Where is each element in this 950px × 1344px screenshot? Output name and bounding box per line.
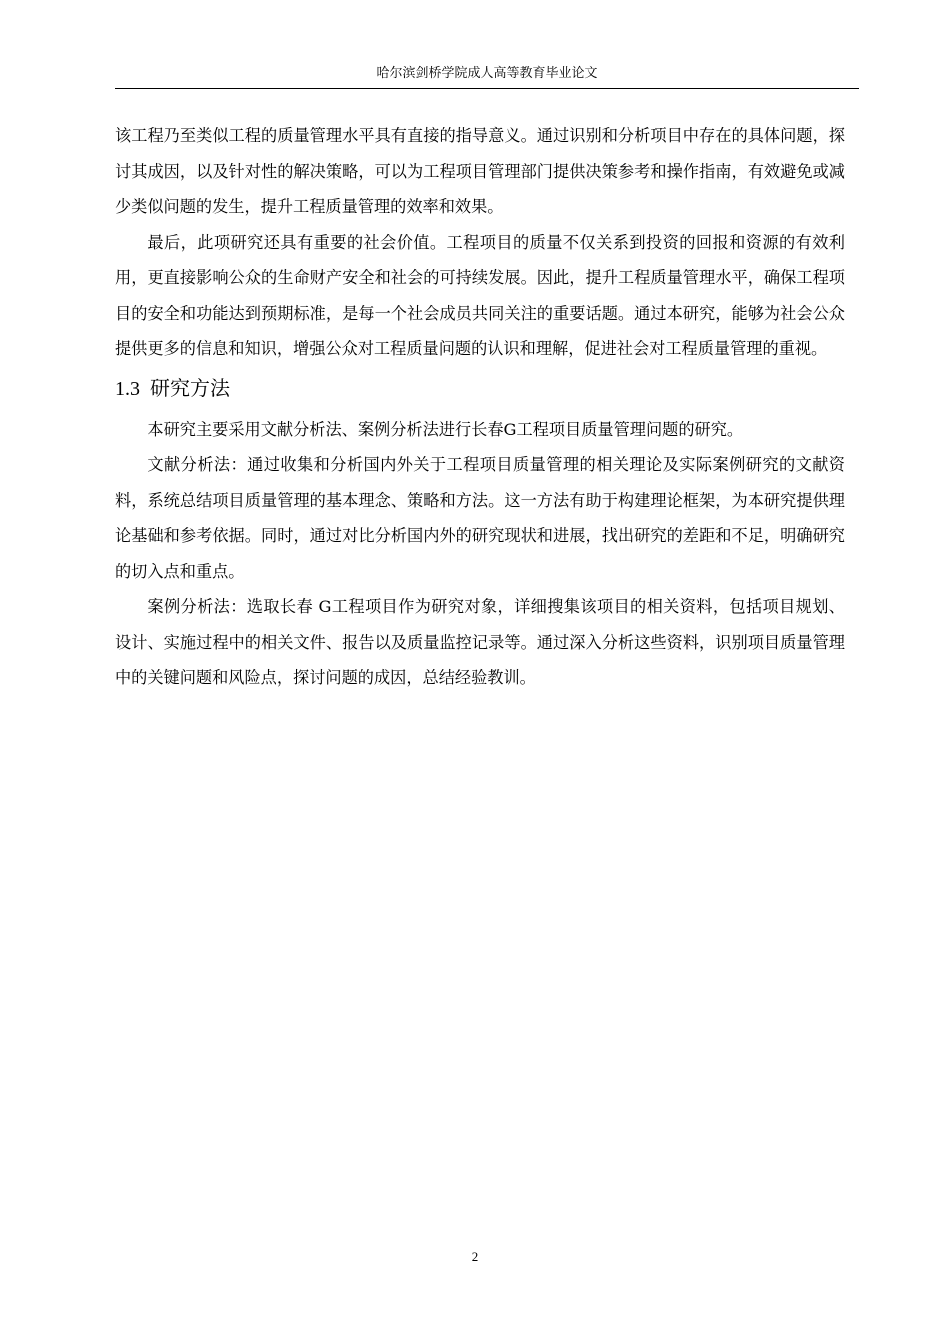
body-paragraph-case-method: 案例分析法：选取长春 G工程项目作为研究对象，详细搜集该项目的相关资料，包括项目规划、设计、实施过程中的相关文件、报告以及质量监控记录等。通过深入分析这些资料，识别项目质量管理中的关键问题和风险点，探讨问题的成因，总结经验教训。: [115, 597, 845, 687]
body-paragraph-continued: 该工程乃至类似工程的质量管理水平具有直接的指导意义。通过识别和分析项目中存在的具体问题，探讨其成因，以及针对性的解决策略，可以为工程项目管理部门提供决策参考和操作指南，有效避免或减少类似问题的发生，提升工程质量管理的效率和效果。: [115, 126, 845, 216]
section-number: 1.3: [115, 377, 140, 400]
section-title: 研究方法: [150, 375, 230, 400]
section-heading: [115, 369, 845, 408]
body-paragraph-literature-method: 文献分析法：通过收集和分析国内外关于工程项目质量管理的相关理论及实际案例研究的文献资料，系统总结项目质量管理的基本理念、策略和方法。这一方法有助于构建理论框架，为本研究提供理论基础和参考依据。同时，通过对比分析国内外的研究现状和进展，找出研究的差距和不足，明确研究的切入点和重点。: [115, 455, 845, 581]
running-header: [115, 64, 859, 89]
body-paragraph-methods-intro: 本研究主要采用文献分析法、案例分析法进行长春G工程项目质量管理问题的研究。: [147, 419, 744, 439]
page-body: [115, 118, 845, 696]
body-paragraph-social-value: 最后，此项研究还具有重要的社会价值。工程项目的质量不仅关系到投资的回报和资源的有效利用，更直接影响公众的生命财产安全和社会的可持续发展。因此，提升工程质量管理水平，确保工程项目的安全和功能达到预期标准，是每一个社会成员共同关注的重要话题。通过本研究，能够为社会公众提供更多的信息和知识，增强公众对工程质量问题的认识和理解，促进社会对工程质量管理的重视。: [115, 232, 845, 358]
running-header-title: 哈尔滨剑桥学院成人高等教育毕业论文: [376, 66, 598, 81]
page-number: 2: [471, 1249, 479, 1264]
